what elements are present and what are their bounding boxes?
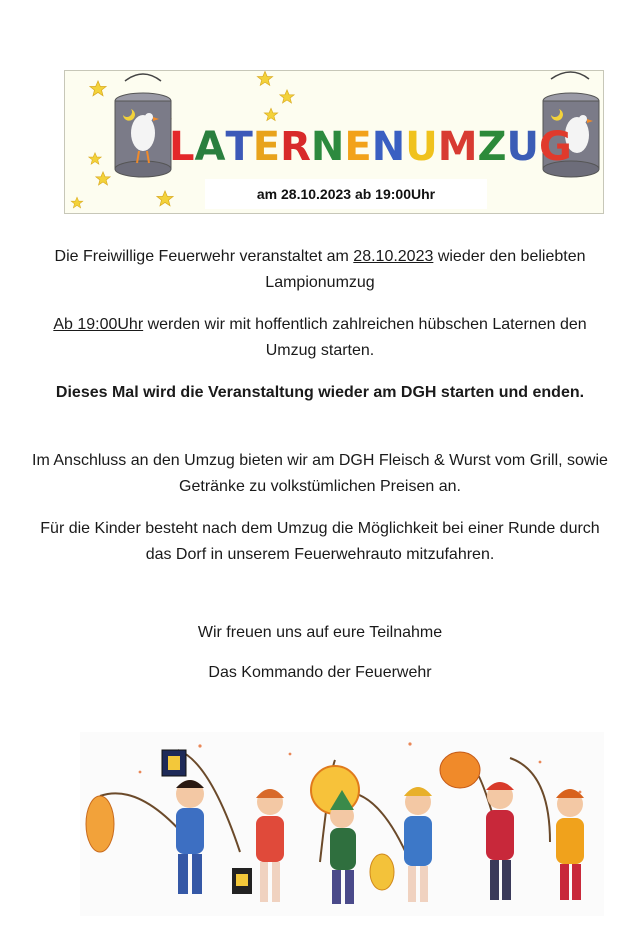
start-time-paragraph <box>30 312 610 364</box>
start-time: Ab 19:00Uhr <box>53 316 144 333</box>
banner-title-letter: R <box>280 124 311 170</box>
intro-paragraph <box>30 244 610 296</box>
lantern-goose-icon <box>115 74 171 177</box>
closing-line-2: Das Kommando der Feuerwehr <box>208 664 432 681</box>
banner-title-letter: L <box>169 124 195 170</box>
banner-title <box>169 115 572 179</box>
start-time-text: werden wir mit hoffentlich zahlreichen hübschen Laternen den Umzug starten. <box>143 316 587 359</box>
children-lantern-parade-illustration <box>80 732 604 916</box>
banner-title-letter: E <box>252 124 281 170</box>
banner-title-letter: M <box>437 124 478 170</box>
banner-title-letter: U <box>506 124 539 170</box>
banner-title-letter: A <box>194 124 226 170</box>
banner-title-letter: E <box>344 124 372 170</box>
banner-title-letter: Z <box>477 124 507 170</box>
banner-title-letter: U <box>405 124 438 170</box>
kids-paragraph: Für die Kinder besteht nach dem Umzug die Möglichkeit bei einer Runde durch das Dorf in unserem Feuerwehrauto mitzufahren. <box>40 520 600 563</box>
intro-text-a: Die Freiwillige Feuerwehr veranstaltet am <box>54 248 354 265</box>
location-paragraph: Dieses Mal wird die Veranstaltung wieder am DGH starten und enden. <box>55 384 585 401</box>
event-date: 28.10.2023 <box>353 248 434 265</box>
banner-title-letter: G <box>539 124 572 170</box>
intro-text-b: wieder den beliebten Lampionumzug <box>265 248 586 291</box>
banner-date: am 28.10.2023 ab 19:00Uhr <box>256 186 436 202</box>
header-banner <box>64 70 604 214</box>
banner-title-letter: N <box>310 124 345 170</box>
banner-date-box <box>205 179 487 209</box>
banner-title-letter: T <box>225 124 253 170</box>
banner-title-letter: N <box>371 124 406 170</box>
closing-line-1: Wir freuen uns auf eure Teilnahme <box>197 624 443 641</box>
catering-paragraph: Im Anschluss an den Umzug bieten wir am DGH Fleisch & Wurst vom Grill, sowie Getränke zu volkstümlichen Preisen an. <box>32 452 608 495</box>
